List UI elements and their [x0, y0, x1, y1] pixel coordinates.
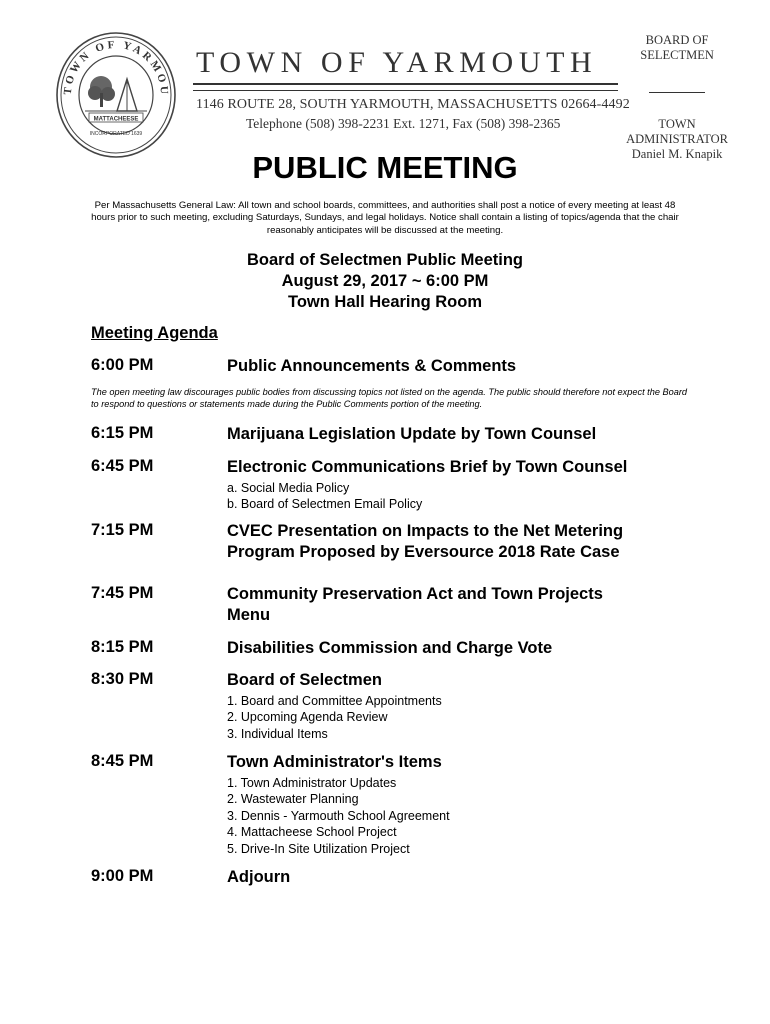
offices-divider — [649, 92, 705, 93]
agenda-topic: Electronic Communications Brief by Town Counsel — [227, 458, 628, 476]
agenda-subitems — [227, 693, 711, 742]
admin-line-2: ADMINISTRATOR — [626, 132, 728, 146]
agenda-subitem: 1. Town Administrator Updates — [227, 776, 397, 790]
agenda-item — [91, 867, 711, 888]
agenda-time: 8:45 PM — [91, 752, 154, 770]
meeting-place: Town Hall Hearing Room — [287, 293, 483, 311]
agenda-time: 6:45 PM — [91, 457, 154, 475]
agenda-subitem: 4. Mattacheese School Project — [227, 825, 397, 840]
seal-text: TOWN OF YARMOU — [61, 38, 171, 98]
agenda-subitem: 2. Wastewater Planning — [227, 792, 359, 807]
agenda-item — [91, 638, 711, 659]
agenda-topic-line-1: Community Preservation Act and Town Projects — [227, 585, 603, 603]
agenda-item — [91, 457, 711, 513]
page-title: PUBLIC MEETING — [252, 150, 518, 185]
agenda-topic: Marijuana Legislation Update by Town Counsel — [227, 425, 597, 443]
agenda-subitem: 1. Board and Committee Appointments — [227, 694, 442, 708]
agenda-topic-line-2: Menu — [227, 606, 271, 624]
agenda-topic-line-2: Program Proposed by Eversource 2018 Rate Case — [227, 543, 620, 561]
agenda-item — [91, 670, 711, 742]
town-telephone: Telephone (508) 398-2231 Ext. 1271, Fax (508) 398-2365 — [246, 116, 561, 131]
agenda-item — [91, 424, 711, 445]
board-line-1: BOARD OF — [645, 33, 709, 47]
letterhead-offices — [626, 33, 728, 162]
town-address: 1146 ROUTE 28, SOUTH YARMOUTH, MASSACHUSETTS 02664-4492 — [196, 97, 630, 112]
agenda-time: 9:00 PM — [91, 867, 154, 885]
agenda-topic: Adjourn — [227, 868, 291, 886]
agenda-time: 8:15 PM — [91, 638, 154, 656]
agenda-subitem: 3. Individual Items — [227, 726, 328, 741]
agenda-subitem: b. Board of Selectmen Email Policy — [227, 497, 423, 512]
agenda-item — [91, 521, 711, 563]
agenda-subitems — [227, 775, 711, 857]
agenda-time: 8:30 PM — [91, 670, 154, 688]
agenda-item — [91, 584, 711, 626]
admin-name: Daniel M. Knapik — [631, 147, 723, 161]
agenda-label: Meeting Agenda — [91, 324, 218, 342]
agenda-subitem: a. Social Media Policy — [227, 481, 350, 495]
seal-incorporated-text: INCORPORATED 1639 — [89, 131, 143, 137]
agenda-topic-line-1: CVEC Presentation on Impacts to the Net Metering — [227, 522, 624, 540]
agenda-subitem: 2. Upcoming Agenda Review — [227, 710, 388, 725]
admin-line-1: TOWN — [658, 117, 696, 131]
agenda-time: 6:15 PM — [91, 424, 154, 442]
law-notice: Per Massachusetts General Law: All town and school boards, committees, and authorities shall post a notice of every meeting at least 48 hours prior to such meeting, excluding Saturdays, Sundays, and legal holidays. Notice shall contain a listing of topics/agenda that the chair reasonably anticipates will be discussed at the meeting. — [91, 200, 679, 236]
agenda-subitem: 5. Drive-In Site Utilization Project — [227, 841, 410, 856]
meeting-heading — [0, 250, 770, 313]
town-seal — [55, 31, 177, 159]
agenda-item — [91, 752, 711, 857]
meeting-date: August 29, 2017 ~ 6:00 PM — [281, 272, 489, 290]
agenda-topic: Public Announcements & Comments — [227, 357, 517, 375]
seal-lower-text: MATTACHEESE — [93, 116, 139, 123]
agenda-time: 7:15 PM — [91, 521, 154, 539]
agenda-subitems — [227, 480, 711, 513]
agenda-subitem: 3. Dennis - Yarmouth School Agreement — [227, 808, 450, 823]
agenda-note: The open meeting law discourages public bodies from discussing topics not listed on the agenda. The public should therefore not expect the Board to respond to questions or statements made during the Public Comments portion of the meeting. — [91, 387, 688, 409]
board-line-2: SELECTMEN — [640, 48, 714, 62]
agenda-topic: Town Administrator's Items — [227, 753, 442, 771]
agenda-topic: Board of Selectmen — [227, 671, 382, 689]
agenda-topic: Disabilities Commission and Charge Vote — [227, 639, 553, 657]
agenda-time: 7:45 PM — [91, 584, 154, 602]
agenda-time: 6:00 PM — [91, 356, 154, 374]
agenda-item — [91, 356, 711, 410]
letterhead-rule — [193, 83, 618, 91]
town-title: TOWN OF YARMOUTH — [196, 46, 598, 79]
meeting-name: Board of Selectmen Public Meeting — [247, 251, 523, 269]
